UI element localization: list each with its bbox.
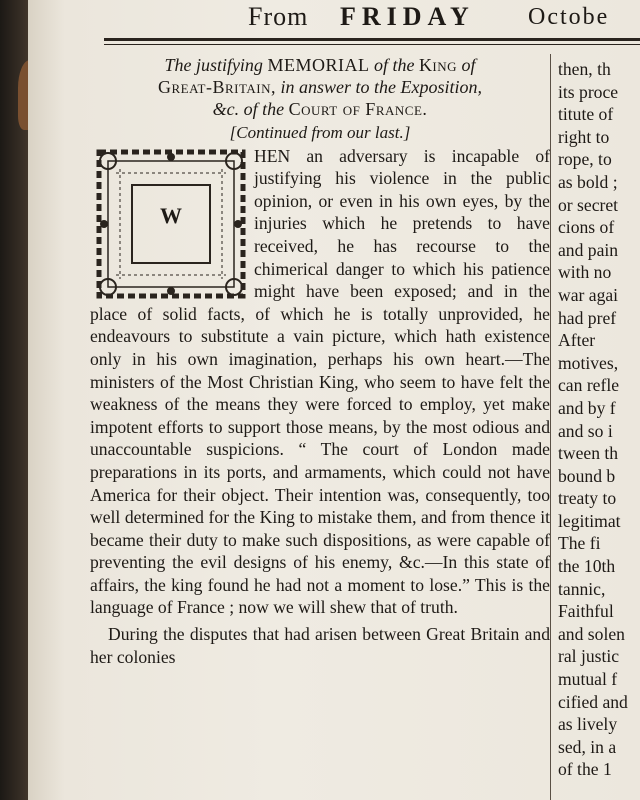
column2-line: cified and [558,691,628,712]
paragraph-2: During the disputes that had arisen between Great Britain and her colonies [90,624,550,667]
article-title [90,54,550,120]
column2-line: had pref [558,307,617,328]
ornamental-initial [96,149,246,299]
column2-line: can refle [558,375,620,396]
column2-line: of the 1 [558,759,612,780]
title-text: The justifying [164,55,268,75]
column2-line: titute of [558,104,614,125]
masthead [28,0,640,36]
column2-line: and by f [558,397,616,418]
column2-line: tannic, [558,578,606,599]
column2-line: mutual f [558,669,618,690]
column2-line: as bold ; [558,171,618,192]
column2-line: as lively [558,714,618,735]
title-line-2 [90,76,550,98]
column2-line: legitimat [558,510,621,531]
column2-line: war agai [558,284,619,305]
column2-line: then, th [558,59,611,79]
column2-line: bound b [558,465,616,486]
article-body [90,145,550,669]
column2-line: the 10th [558,556,616,577]
column2-line: its proce [558,81,619,102]
column2-line: Faithful [558,601,614,622]
title-text: in answer to the Exposition, [276,77,482,97]
masthead-from: From [248,2,309,31]
column2-line: and so i [558,420,613,441]
paragraph-1: HEN an adversary is incapable of justifying his violence in the public opinion, or even in his own eyes, by the injuries which he pretends to have received, he has recourse to the chimerical danger to which his patience might have been exposed; and in the place of solid facts, of which he is totally unprovided, he endeavours to substitute a vain picture, which hath existence only in his own imagination, perhaps his own heart.—The ministers of the Most Christian King, who seem to have felt the weakness of the means they were forced to employ, yet make impotent efforts to support those means, by the most odious and unaccountable suspicions. “ The court of London made preparations in its ports, and armaments, which could not have America for their object. Their intention was, consequently, too well determined for the King to mistake them, and from thence it became their duty to make such dispositions, as were capable of preventing the evil designs of his enemy, &c.—In this state of affairs, the king found he had not a moment to lose.” This is the language of France ; now we will shew that of truth. [90,145,550,618]
column2-line: After [558,330,596,351]
column2-line: treaty to [558,488,617,509]
title-smallcaps: King [418,55,458,75]
title-smallcaps: Court of France. [288,99,428,119]
article-column [90,54,550,668]
adjacent-column [558,58,640,781]
title-line-3 [90,98,550,120]
masthead-rule-thick [104,38,640,41]
initial-letter: W [160,202,182,228]
title-text: of the [369,55,419,75]
title-line-1 [90,54,550,76]
column2-line: The fi [558,533,601,554]
column2-line: with no [558,262,612,283]
newspaper-page [28,0,640,800]
column2-line: or secret [558,194,619,215]
title-text: of [457,55,476,75]
column2-line: ral justic [558,646,620,667]
column2-line: and pain [558,239,619,260]
continued-note: [Continued from our last.] [229,123,411,142]
column2-line: motives, [558,352,619,373]
title-smallcaps: Great-Britain, [157,77,276,97]
masthead-rule-thin [104,44,640,45]
column2-line: rope, to [558,149,612,170]
column-divider [550,54,551,800]
column2-line: right to [558,126,610,147]
column2-line: and solen [558,623,625,644]
column2-line: cions of [558,217,615,238]
masthead-day: FRIDAY [340,2,475,31]
column2-line: sed, in a [558,736,617,757]
column2-line: tween th [558,443,619,464]
title-text: &c. of the [212,99,289,119]
title-smallcaps: MEMORIAL [267,55,370,75]
masthead-month: Octobe [528,4,610,30]
